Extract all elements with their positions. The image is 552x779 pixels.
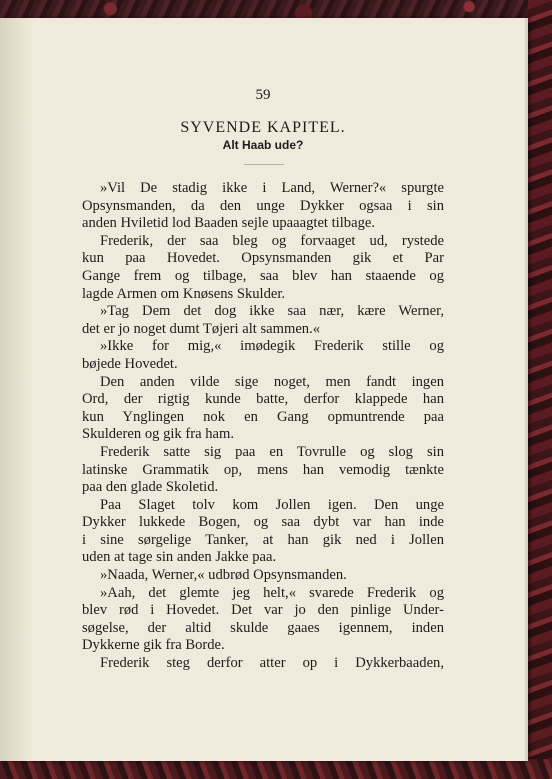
text-line: Gange frem og tilbage, saa blev han staaende og (82, 267, 444, 284)
text-line: »Aah, det glemte jeg helt,« svarede Frederik og (100, 584, 444, 601)
text-line: Dykker lukkede Bogen, og saa dybt var han inde (82, 514, 444, 531)
body-text (82, 180, 444, 673)
page-edge (525, 18, 528, 761)
text-line: latinske Grammatik op, mens han vemodig tænkte (82, 461, 444, 478)
text-line: Ord, der rigtig kunde batte, derfor klappede han (82, 391, 444, 408)
text-line: anden Hviletid lod Baaden sejle upaaagtet tilbage. (82, 215, 375, 232)
text-line: søgelse, der altid skulde gaaes igennem, inden (82, 619, 444, 636)
text-line: Frederik, der saa bleg og forvaaget ud, rystede (100, 232, 444, 249)
text-line: i sine sørgelige Tanker, at han gik ned i Jollen (82, 531, 444, 548)
text-line: det er jo noget dumt Tøjeri alt sammen.« (82, 320, 321, 337)
text-line: Den anden vilde sige noget, men fandt ingen (100, 373, 444, 390)
text-line: Frederik steg derfor atter op i Dykkerbaaden, (100, 655, 444, 672)
text-line: »Naada, Werner,« udbrød Opsynsmanden. (100, 567, 347, 584)
chapter-subtitle: Alt Haab ude? (222, 138, 304, 152)
text-line: kun paa Hovedet. Opsynsmanden gik et Par (82, 250, 444, 267)
text-line: Frederik satte sig paa en Tovrulle og slog sin (100, 443, 444, 460)
text-line: lagde Armen om Knøsens Skulder. (82, 285, 286, 302)
page-gutter (0, 18, 34, 761)
chapter-title: SYVENDE KAPITEL. (180, 119, 346, 136)
text-line: Dykkerne gik fra Borde. (82, 637, 225, 654)
title-divider (244, 164, 284, 165)
marbled-endpaper-right (528, 0, 552, 779)
text-line: paa den glade Skoletid. (82, 479, 219, 496)
marbled-endpaper-bottom (0, 759, 552, 779)
text-line: bøjede Hovedet. (82, 355, 178, 372)
text-line: kun Ynglingen nok en Gang opmuntrende paa (82, 408, 444, 425)
text-line: Skulderen og gik fra ham. (82, 426, 234, 443)
text-line: Opsynsmanden, da den unge Dykker ogsaa i sin (82, 197, 444, 214)
text-line: Paa Slaget tolv kom Jollen igen. Den unge (100, 496, 444, 513)
page-number: 59 (255, 87, 271, 103)
text-line: »Ikke for mig,« imødegik Frederik stille og (100, 338, 444, 355)
book-page (0, 18, 528, 761)
text-line: »Tag Dem det dog ikke saa nær, kære Werner, (100, 303, 444, 320)
text-line: »Vil De stadig ikke i Land, Werner?« spurgte (100, 180, 444, 196)
text-line: uden at tage sin anden Jakke paa. (82, 549, 277, 566)
text-line: blev rød i Hovedet. Det var jo den pinlige Under- (82, 602, 444, 619)
